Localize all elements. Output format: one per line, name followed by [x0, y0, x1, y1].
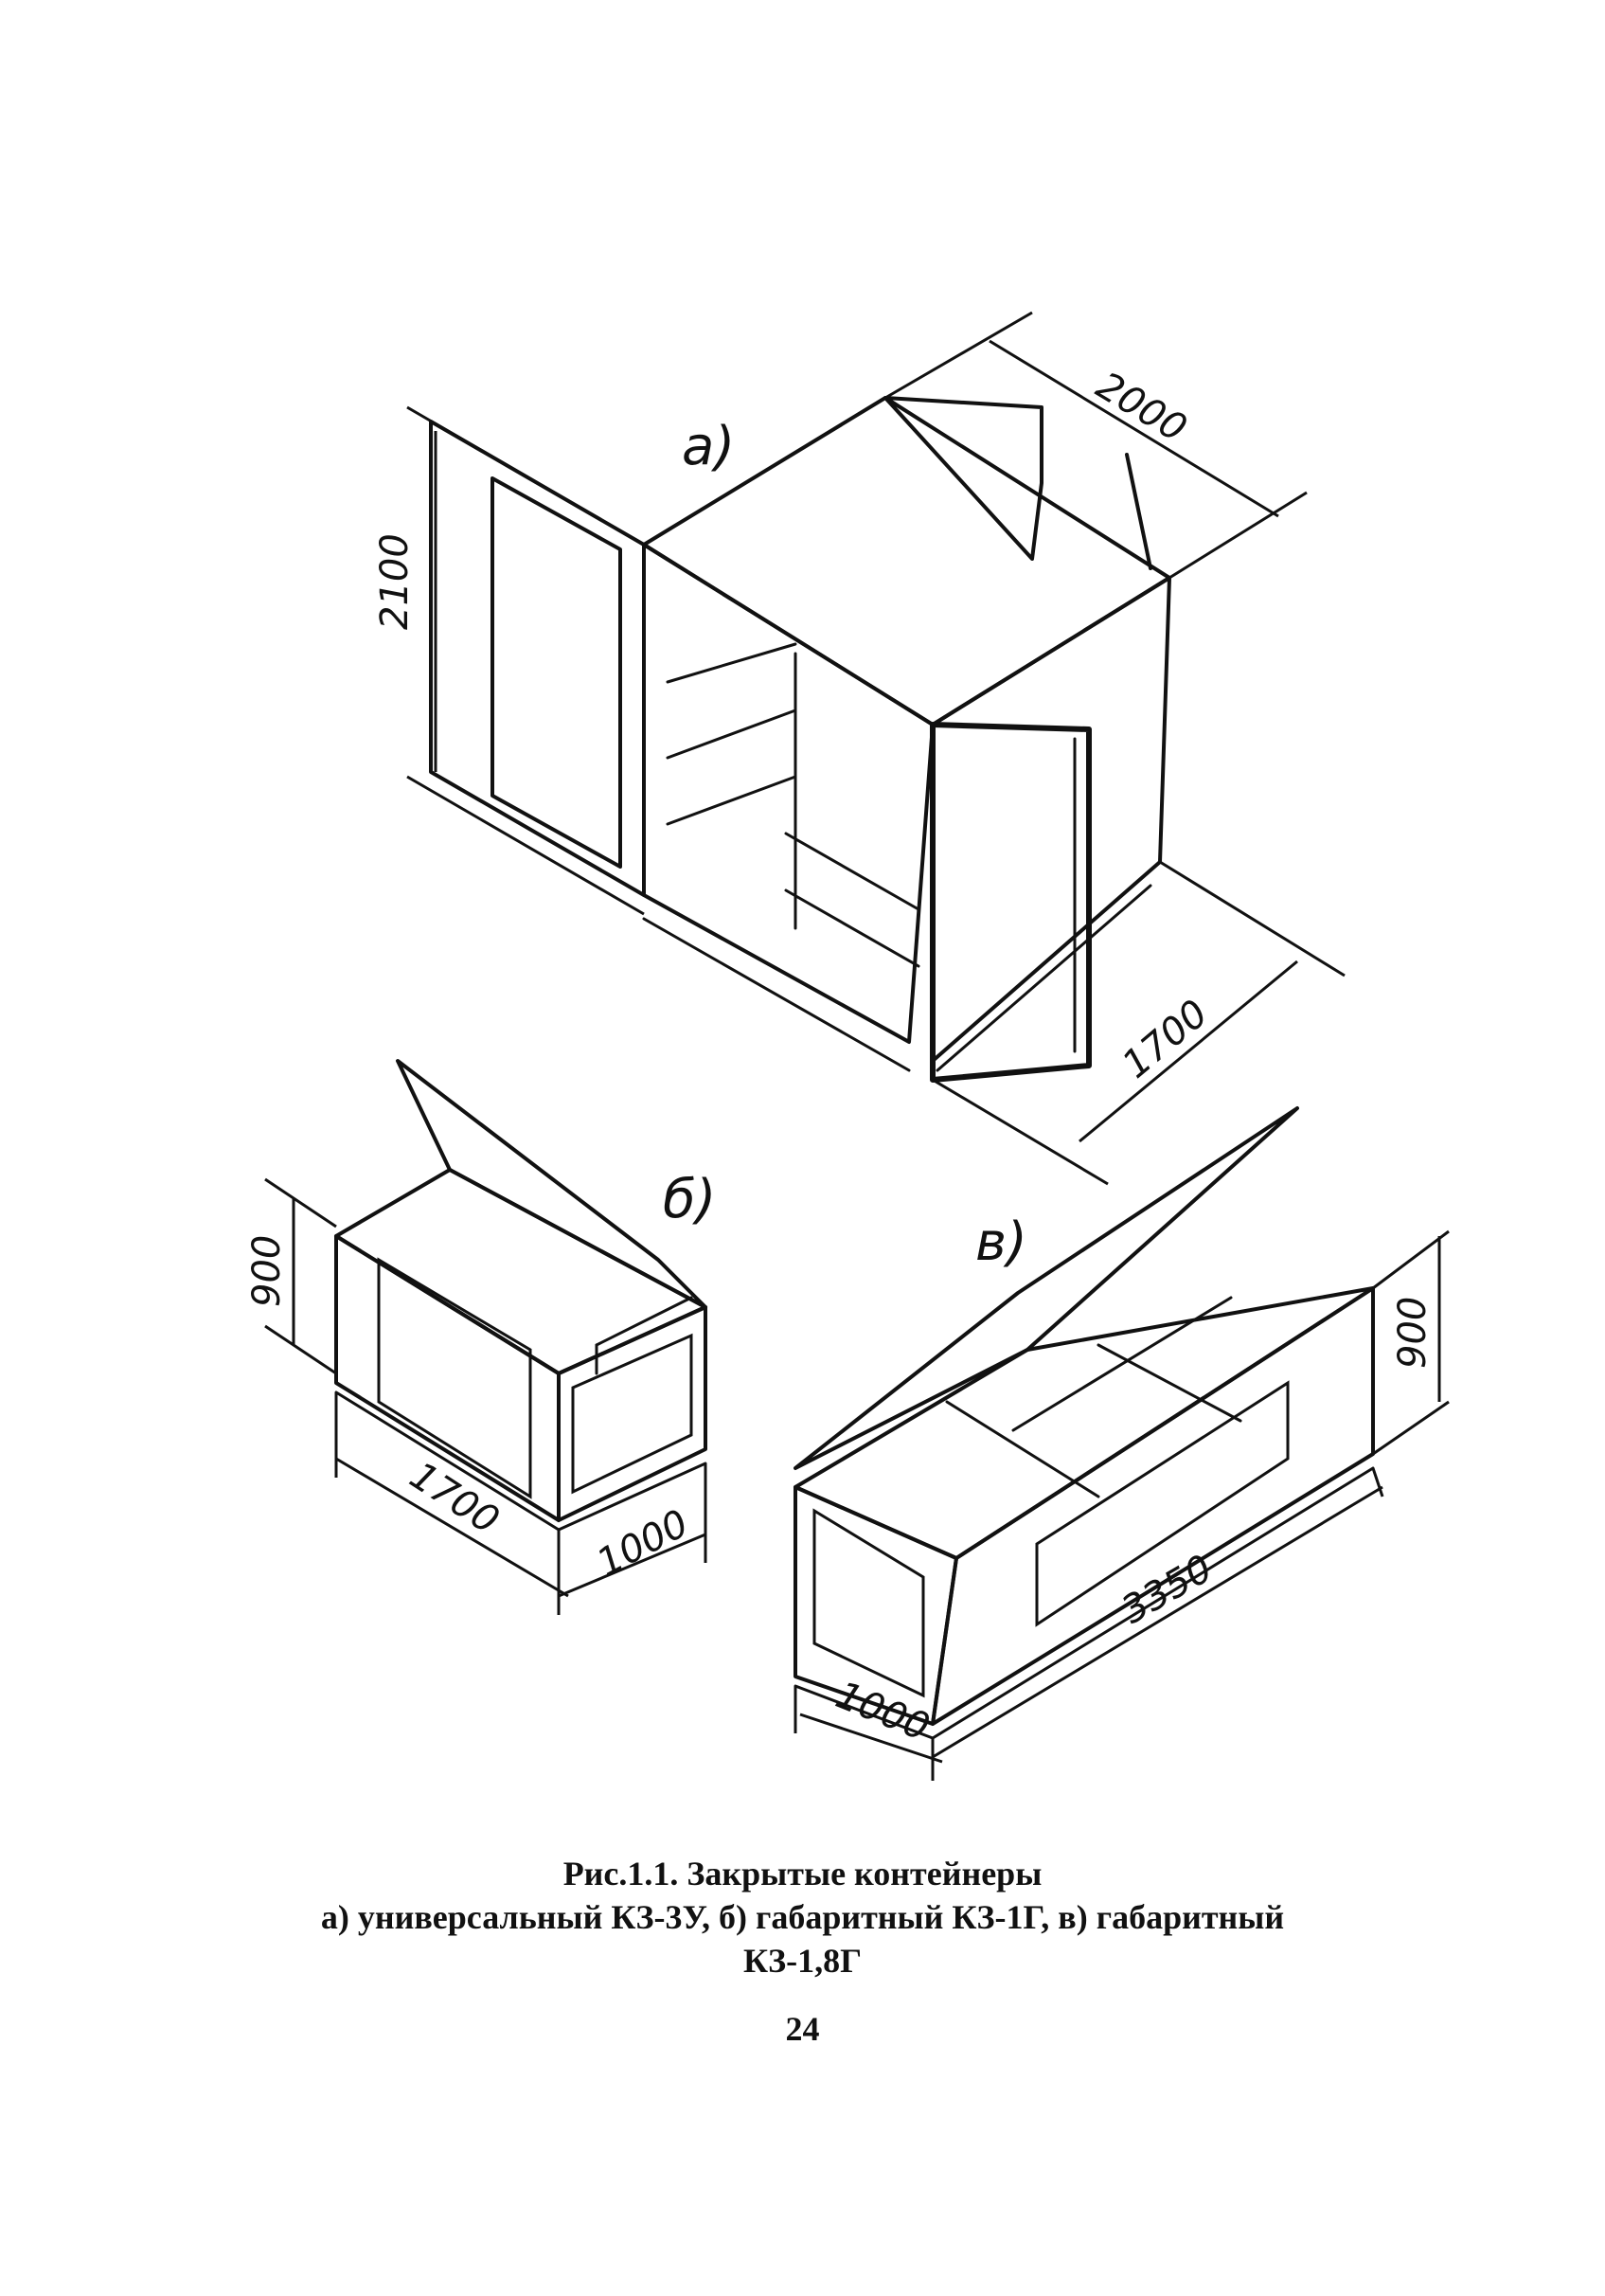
caption-line-2: а) универсальный КЗ-3У, б) габаритный КЗ-1Г, в) габаритный	[320, 1898, 1285, 1936]
dim-c-height: 900	[1391, 1296, 1435, 1369]
label-c: в)	[975, 1211, 1027, 1273]
container-c-drawing	[795, 1108, 1449, 1781]
dim-b-height: 900	[245, 1234, 289, 1307]
caption-title: Рис.1.1. Закрытые контейнеры	[562, 1855, 1043, 1892]
container-a-drawing	[407, 313, 1345, 1184]
dim-a-height: 2100	[373, 533, 417, 630]
dim-c-length: 3350	[1115, 1546, 1221, 1633]
page-number: 24	[785, 2010, 820, 2048]
dim-b-width: 1000	[590, 1501, 696, 1586]
dim-a-depth: 1700	[1114, 991, 1217, 1087]
figure-caption	[0, 1852, 1605, 2051]
dim-a-width: 2000	[1088, 364, 1194, 452]
dim-c-width: 1000	[829, 1673, 936, 1750]
dim-b-length: 1700	[401, 1453, 507, 1543]
label-a: а)	[682, 416, 736, 477]
label-b: б)	[663, 1169, 717, 1230]
caption-line-3: КЗ-1,8Г	[743, 1942, 862, 1980]
